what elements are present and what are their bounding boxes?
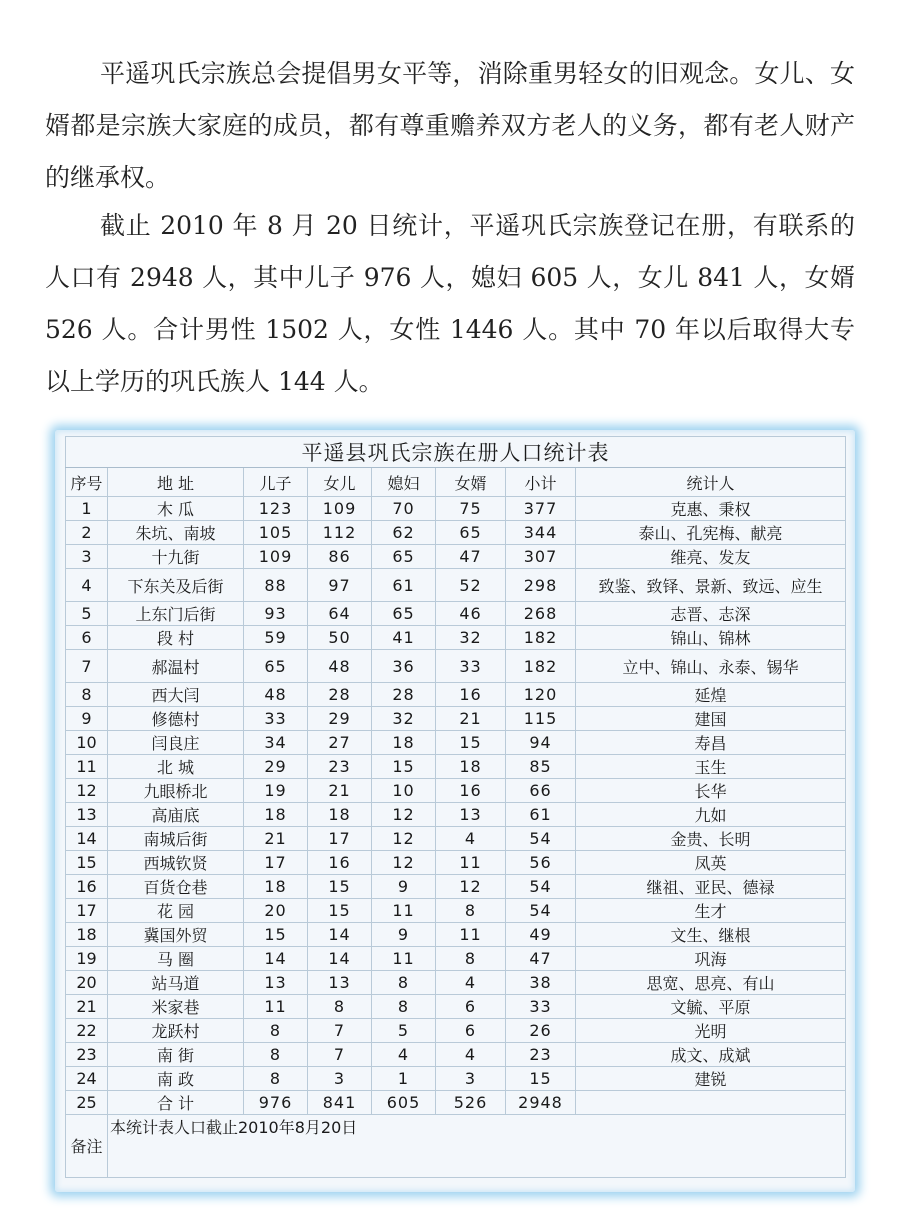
table-row <box>66 947 846 971</box>
table-cell: 西大闫 <box>108 683 244 707</box>
table-cell: 8 <box>244 1067 308 1091</box>
table-cell: 47 <box>436 545 506 569</box>
table-cell: 115 <box>506 707 576 731</box>
table-cell: 郝温村 <box>108 650 244 683</box>
table-row <box>66 707 846 731</box>
table-cell: 605 <box>372 1091 436 1115</box>
table-cell: 14 <box>66 827 108 851</box>
table-cell: 61 <box>372 569 436 602</box>
table-cell: 182 <box>506 626 576 650</box>
table-cell: 南城后街 <box>108 827 244 851</box>
table-cell: 思宽、思亮、有山 <box>576 971 846 995</box>
table-cell: 14 <box>308 923 372 947</box>
table-cell: 13 <box>66 803 108 827</box>
table-header-row <box>66 468 846 497</box>
table-cell: 16 <box>436 683 506 707</box>
table-cell: 65 <box>372 602 436 626</box>
table-cell: 8 <box>372 971 436 995</box>
table-cell: 28 <box>372 683 436 707</box>
table-cell: 41 <box>372 626 436 650</box>
table-cell: 27 <box>308 731 372 755</box>
table-cell: 16 <box>66 875 108 899</box>
table-cell: 13 <box>244 971 308 995</box>
table-cell: 23 <box>506 1043 576 1067</box>
table-cell: 32 <box>372 707 436 731</box>
table-cell: 85 <box>506 755 576 779</box>
table-cell: 18 <box>436 755 506 779</box>
table-cell: 65 <box>244 650 308 683</box>
table-cell: 52 <box>436 569 506 602</box>
table-cell <box>576 1091 846 1115</box>
table-cell: 高庙底 <box>108 803 244 827</box>
table-row <box>66 569 846 602</box>
table-cell: 下东关及后街 <box>108 569 244 602</box>
table-cell: 3 <box>66 545 108 569</box>
table-cell: 17 <box>66 899 108 923</box>
population-statistics-table <box>65 436 846 1178</box>
table-cell: 长华 <box>576 779 846 803</box>
table-cell: 9 <box>372 923 436 947</box>
table-cell: 致鉴、致铎、景新、致远、应生 <box>576 569 846 602</box>
table-row <box>66 827 846 851</box>
table-cell: 377 <box>506 497 576 521</box>
table-cell: 841 <box>308 1091 372 1115</box>
table-cell: 268 <box>506 602 576 626</box>
table-cell: 32 <box>436 626 506 650</box>
table-cell: 北 城 <box>108 755 244 779</box>
table-cell: 建锐 <box>576 1067 846 1091</box>
table-row <box>66 875 846 899</box>
table-cell: 18 <box>372 731 436 755</box>
table-cell: 29 <box>244 755 308 779</box>
table-body <box>66 497 846 1115</box>
table-cell: 西城钦贤 <box>108 851 244 875</box>
table-cell: 文毓、平原 <box>576 995 846 1019</box>
table-cell: 28 <box>308 683 372 707</box>
table-cell: 21 <box>244 827 308 851</box>
table-cell: 5 <box>66 602 108 626</box>
table-cell: 段 村 <box>108 626 244 650</box>
table-cell: 26 <box>506 1019 576 1043</box>
table-cell: 5 <box>372 1019 436 1043</box>
table-cell: 志晋、志深 <box>576 602 846 626</box>
table-row <box>66 1091 846 1115</box>
table-row <box>66 995 846 1019</box>
table-cell: 16 <box>308 851 372 875</box>
table-cell: 22 <box>66 1019 108 1043</box>
table-cell: 11 <box>66 755 108 779</box>
table-cell: 合 计 <box>108 1091 244 1115</box>
table-cell: 百货仓巷 <box>108 875 244 899</box>
table-row <box>66 851 846 875</box>
table-cell: 61 <box>506 803 576 827</box>
table-cell: 88 <box>244 569 308 602</box>
table-cell: 17 <box>308 827 372 851</box>
table-cell: 十九街 <box>108 545 244 569</box>
table-cell: 34 <box>244 731 308 755</box>
table-cell: 65 <box>436 521 506 545</box>
table-row <box>66 779 846 803</box>
table-cell: 15 <box>66 851 108 875</box>
table-cell: 17 <box>244 851 308 875</box>
header-cell: 女婿 <box>436 468 506 497</box>
table-cell: 29 <box>308 707 372 731</box>
table-cell: 生才 <box>576 899 846 923</box>
table-cell: 298 <box>506 569 576 602</box>
table-cell: 20 <box>66 971 108 995</box>
table-cell: 19 <box>244 779 308 803</box>
table-cell: 976 <box>244 1091 308 1115</box>
table-cell: 冀国外贸 <box>108 923 244 947</box>
table-cell: 修德村 <box>108 707 244 731</box>
table-cell: 8 <box>244 1043 308 1067</box>
table-row <box>66 545 846 569</box>
table-cell: 泰山、孔宪梅、献亮 <box>576 521 846 545</box>
table-row <box>66 602 846 626</box>
table-cell: 8 <box>436 899 506 923</box>
table-cell: 1 <box>66 497 108 521</box>
table-cell: 36 <box>372 650 436 683</box>
table-row <box>66 1067 846 1091</box>
table-cell: 112 <box>308 521 372 545</box>
table-cell: 526 <box>436 1091 506 1115</box>
table-row <box>66 521 846 545</box>
table-cell: 182 <box>506 650 576 683</box>
table-cell: 18 <box>66 923 108 947</box>
table-cell: 86 <box>308 545 372 569</box>
table-cell: 18 <box>244 875 308 899</box>
table-cell: 延煌 <box>576 683 846 707</box>
statistics-paragraph: 截止 2010 年 8 月 20 日统计，平遥巩氏宗族登记在册，有联系的人口有 2948 人，其中儿子 976 人，媳妇 605 人，女儿 841 人，女婿 526 人。合计男性 1502 人，女性 1446 人。其中 70 年以后取得大专以上学历的巩氏族人 144 人。 <box>45 211 855 396</box>
table-cell: 锦山、锦林 <box>576 626 846 650</box>
table-cell: 12 <box>66 779 108 803</box>
table-cell: 南 街 <box>108 1043 244 1067</box>
table-cell: 48 <box>244 683 308 707</box>
table-cell: 3 <box>436 1067 506 1091</box>
table-cell: 70 <box>372 497 436 521</box>
table-cell: 玉生 <box>576 755 846 779</box>
header-cell: 序号 <box>66 468 108 497</box>
table-row <box>66 1043 846 1067</box>
table-cell: 62 <box>372 521 436 545</box>
table-cell: 21 <box>66 995 108 1019</box>
table-cell: 21 <box>308 779 372 803</box>
table-cell: 65 <box>372 545 436 569</box>
table-cell: 33 <box>436 650 506 683</box>
table-cell: 14 <box>308 947 372 971</box>
table-cell: 307 <box>506 545 576 569</box>
table-cell: 49 <box>506 923 576 947</box>
table-cell: 19 <box>66 947 108 971</box>
table-cell: 75 <box>436 497 506 521</box>
table-cell: 13 <box>308 971 372 995</box>
table-cell: 21 <box>436 707 506 731</box>
table-cell: 93 <box>244 602 308 626</box>
table-title: 平遥县巩氏宗族在册人口统计表 <box>66 437 846 468</box>
table-row <box>66 626 846 650</box>
table-row <box>66 899 846 923</box>
table-cell: 15 <box>372 755 436 779</box>
table-cell: 米家巷 <box>108 995 244 1019</box>
table-cell: 23 <box>308 755 372 779</box>
table-cell: 54 <box>506 899 576 923</box>
table-cell: 120 <box>506 683 576 707</box>
table-cell: 6 <box>66 626 108 650</box>
table-row <box>66 803 846 827</box>
header-cell: 统计人 <box>576 468 846 497</box>
table-cell: 109 <box>244 545 308 569</box>
table-cell: 马 圈 <box>108 947 244 971</box>
table-cell: 47 <box>506 947 576 971</box>
table-cell: 7 <box>308 1043 372 1067</box>
header-cell: 儿子 <box>244 468 308 497</box>
table-cell: 11 <box>372 899 436 923</box>
table-cell: 2 <box>66 521 108 545</box>
table-cell: 7 <box>308 1019 372 1043</box>
table-cell: 2948 <box>506 1091 576 1115</box>
table-cell: 巩海 <box>576 947 846 971</box>
table-cell: 12 <box>372 803 436 827</box>
note-row <box>66 1115 846 1178</box>
table-cell: 46 <box>436 602 506 626</box>
table-cell: 54 <box>506 875 576 899</box>
table-cell: 48 <box>308 650 372 683</box>
table-cell: 4 <box>436 1043 506 1067</box>
note-text: 本统计表人口截止2010年8月20日 <box>108 1115 846 1178</box>
table-cell: 23 <box>66 1043 108 1067</box>
table-cell: 15 <box>308 875 372 899</box>
table-cell: 站马道 <box>108 971 244 995</box>
table-cell: 24 <box>66 1067 108 1091</box>
table-cell: 8 <box>308 995 372 1019</box>
table-cell: 11 <box>436 851 506 875</box>
table-cell: 九如 <box>576 803 846 827</box>
table-cell: 15 <box>436 731 506 755</box>
table-row <box>66 923 846 947</box>
header-cell: 女儿 <box>308 468 372 497</box>
table-cell: 11 <box>436 923 506 947</box>
table-cell: 1 <box>372 1067 436 1091</box>
table-cell: 寿昌 <box>576 731 846 755</box>
table-cell: 16 <box>436 779 506 803</box>
table-cell: 9 <box>372 875 436 899</box>
table-cell: 59 <box>244 626 308 650</box>
table-cell: 8 <box>372 995 436 1019</box>
table-cell: 123 <box>244 497 308 521</box>
table-cell: 66 <box>506 779 576 803</box>
table-cell: 10 <box>372 779 436 803</box>
table-cell: 立中、锦山、永泰、锡华 <box>576 650 846 683</box>
header-cell: 媳妇 <box>372 468 436 497</box>
population-table-frame <box>55 430 855 1192</box>
table-cell: 105 <box>244 521 308 545</box>
table-cell: 继祖、亚民、德禄 <box>576 875 846 899</box>
table-cell: 12 <box>436 875 506 899</box>
table-cell: 15 <box>244 923 308 947</box>
header-cell: 地 址 <box>108 468 244 497</box>
table-cell: 成文、成斌 <box>576 1043 846 1067</box>
table-cell: 38 <box>506 971 576 995</box>
table-row <box>66 1019 846 1043</box>
table-cell: 9 <box>66 707 108 731</box>
table-cell: 64 <box>308 602 372 626</box>
table-cell: 94 <box>506 731 576 755</box>
table-cell: 8 <box>244 1019 308 1043</box>
table-cell: 33 <box>244 707 308 731</box>
table-row <box>66 971 846 995</box>
table-cell: 上东门后街 <box>108 602 244 626</box>
table-cell: 20 <box>244 899 308 923</box>
table-cell: 4 <box>436 971 506 995</box>
table-cell: 8 <box>436 947 506 971</box>
table-cell: 6 <box>436 995 506 1019</box>
intro-paragraph: 平遥巩氏宗族总会提倡男女平等，消除重男轻女的旧观念。女儿、女婿都是宗族大家庭的成员，都有尊重赡养双方老人的义务，都有老人财产的继承权。 <box>45 59 855 192</box>
table-cell: 12 <box>372 827 436 851</box>
table-cell: 光明 <box>576 1019 846 1043</box>
table-cell: 18 <box>244 803 308 827</box>
table-cell: 4 <box>66 569 108 602</box>
table-cell: 文生、继根 <box>576 923 846 947</box>
table-cell: 10 <box>66 731 108 755</box>
table-cell: 九眼桥北 <box>108 779 244 803</box>
table-cell: 15 <box>506 1067 576 1091</box>
table-row <box>66 731 846 755</box>
note-label: 备注 <box>66 1115 108 1178</box>
table-row <box>66 683 846 707</box>
table-cell: 7 <box>66 650 108 683</box>
table-row <box>66 497 846 521</box>
table-cell: 木 瓜 <box>108 497 244 521</box>
table-cell: 54 <box>506 827 576 851</box>
table-cell: 花 园 <box>108 899 244 923</box>
table-cell: 97 <box>308 569 372 602</box>
table-cell: 33 <box>506 995 576 1019</box>
table-cell: 50 <box>308 626 372 650</box>
table-cell: 25 <box>66 1091 108 1115</box>
table-cell: 13 <box>436 803 506 827</box>
table-cell: 11 <box>244 995 308 1019</box>
table-cell: 凤英 <box>576 851 846 875</box>
table-cell: 金贵、长明 <box>576 827 846 851</box>
table-cell: 12 <box>372 851 436 875</box>
table-cell: 6 <box>436 1019 506 1043</box>
header-cell: 小计 <box>506 468 576 497</box>
table-cell: 闫良庄 <box>108 731 244 755</box>
table-cell: 南 政 <box>108 1067 244 1091</box>
table-cell: 109 <box>308 497 372 521</box>
table-cell: 15 <box>308 899 372 923</box>
table-cell: 8 <box>66 683 108 707</box>
table-cell: 3 <box>308 1067 372 1091</box>
table-cell: 4 <box>436 827 506 851</box>
table-row <box>66 650 846 683</box>
table-cell: 维亮、发友 <box>576 545 846 569</box>
table-cell: 4 <box>372 1043 436 1067</box>
table-cell: 56 <box>506 851 576 875</box>
table-cell: 建国 <box>576 707 846 731</box>
table-cell: 18 <box>308 803 372 827</box>
table-cell: 344 <box>506 521 576 545</box>
table-row <box>66 755 846 779</box>
table-cell: 龙跃村 <box>108 1019 244 1043</box>
table-cell: 11 <box>372 947 436 971</box>
table-cell: 克惠、秉权 <box>576 497 846 521</box>
table-cell: 14 <box>244 947 308 971</box>
table-cell: 朱坑、南坡 <box>108 521 244 545</box>
